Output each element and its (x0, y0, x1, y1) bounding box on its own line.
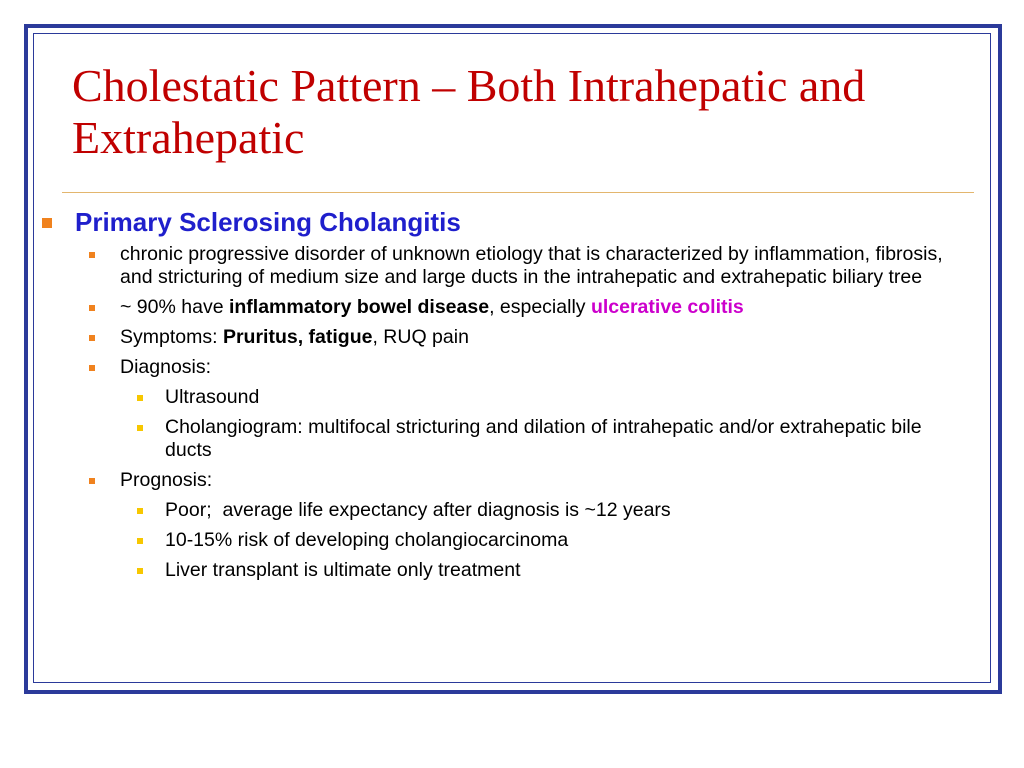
symptoms-suffix: , RUQ pain (372, 326, 469, 348)
prognosis-item: Poor; average life expectancy after diagnosis is ~12 years (165, 499, 671, 521)
bullet-prognosis (40, 469, 970, 492)
title-divider (62, 192, 974, 193)
ibd-prefix: ~ 90% have (120, 296, 229, 318)
square-bullet-icon (137, 395, 143, 401)
ibd-bold: inflammatory bowel disease (228, 296, 490, 318)
prognosis-item: 10-15% risk of developing cholangiocarcinoma (165, 529, 569, 551)
sub-bullet-diagnosis-1 (40, 386, 970, 409)
square-bullet-icon (137, 538, 143, 544)
bullet-ibd (40, 296, 970, 319)
square-bullet-icon (89, 305, 95, 311)
prognosis-label: Prognosis: (120, 469, 213, 491)
sub-bullet-diagnosis-2 (40, 416, 970, 462)
prognosis-item: Liver transplant is ultimate only treatment (165, 559, 521, 581)
sub-bullet-prognosis-3 (40, 559, 970, 582)
diagnosis-label: Diagnosis: (120, 356, 212, 378)
sub-bullet-prognosis-1 (40, 499, 970, 522)
diagnosis-item: Cholangiogram: multifocal stricturing and dilation of intrahepatic and/or extrahepatic bile ducts (165, 416, 922, 461)
definition-text: chronic progressive disorder of unknown etiology that is characterized by inflammation, fibrosis, and stricturing of medium size and large ducts in the intrahepatic and extrahepatic biliary tree (120, 243, 943, 288)
symptoms-bold: Pruritus, fatigue (222, 326, 373, 348)
symptoms-prefix: Symptoms: (120, 326, 223, 348)
ibd-middle: , especially (489, 296, 591, 318)
square-bullet-icon (89, 478, 95, 484)
square-bullet-icon (137, 568, 143, 574)
slide-body (40, 205, 970, 589)
square-bullet-icon (137, 425, 143, 431)
square-bullet-icon (42, 218, 52, 228)
sub-bullet-prognosis-2 (40, 529, 970, 552)
square-bullet-icon (137, 508, 143, 514)
bullet-definition (40, 243, 970, 289)
diagnosis-item: Ultrasound (165, 386, 260, 408)
square-bullet-icon (89, 252, 95, 258)
square-bullet-icon (89, 365, 95, 371)
heading-text: Primary Sclerosing Cholangitis (75, 207, 461, 237)
bullet-heading (40, 205, 970, 239)
square-bullet-icon (89, 335, 95, 341)
bullet-symptoms (40, 326, 970, 349)
bullet-diagnosis (40, 356, 970, 379)
ibd-highlight: ulcerative colitis (590, 296, 744, 318)
slide-title: Cholestatic Pattern – Both Intrahepatic and Extrahepatic (72, 60, 866, 163)
